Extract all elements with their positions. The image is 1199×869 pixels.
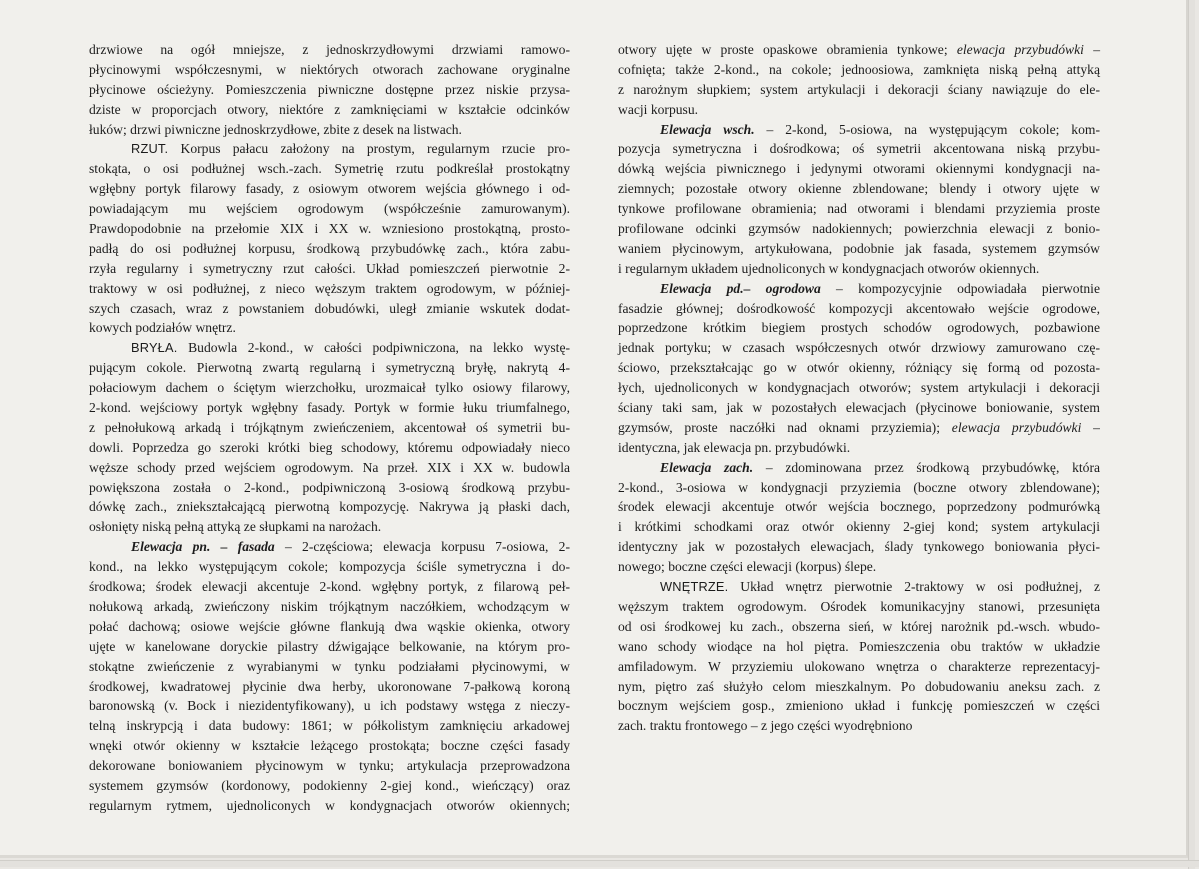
line-text: nołukową arkadą, zwieńczony niskim trójkątnym naczółkiem, wchodzącym w (89, 598, 570, 614)
line-text: nym, piętro zaś służyło celom mieszkalnym. Po dobudowaniu aneksu zach. z (618, 678, 1100, 694)
text-line (89, 239, 570, 259)
line-text: systemem gzymsów (kordonowy, podokienny 2-giej kond., wieńczący) oraz (89, 777, 570, 793)
text-line (618, 378, 1100, 398)
line-text: 2-kond. wejściowy portyk wgłębny fasady. Portyk w formie łuku triumfalnego, (89, 400, 570, 416)
text-line (89, 279, 570, 299)
line-text: identyczna, jak elewacja pn. przybudówki. (618, 439, 851, 455)
subsection-heading: Elewacja pn. – fasada (131, 539, 275, 555)
text-line (89, 100, 570, 120)
text-line (618, 239, 1100, 259)
text-line (89, 577, 570, 597)
text-line (618, 478, 1100, 498)
line-text: stokąta, o osi podłużnej wsch.-zach. Symetrię rzutu podkreślał prostokątny (89, 161, 570, 177)
line-text: węższe schody przed wejściem ogrodowym. Na przeł. XIX i XX w. budowla (89, 459, 570, 475)
section-heading: WNĘTRZE. (660, 579, 729, 595)
text-line (89, 478, 570, 498)
text-line (89, 299, 570, 319)
line-text: Układ wnętrz pierwotnie 2-traktowy w osi podłużnej, z (728, 579, 1100, 595)
text-line (618, 40, 1100, 60)
text-line (618, 438, 1100, 458)
line-text: wano schody wiodące na hol piętra. Pomieszczenia obu traktów w układzie (618, 638, 1100, 654)
text-line (618, 557, 1100, 577)
line-text: traktowy w osi podłużnej, z nieco węższym traktem ogrodowym, w później- (89, 280, 570, 296)
line-text: środek elewacji akcentuje otwór wejścia bocznego, poprzedzony podmurówką (618, 499, 1100, 515)
text-line (618, 80, 1100, 100)
line-text: zach. traktu frontowego – z jego części wyodrębniono (618, 718, 913, 734)
line-text: i regularnym układem ujednoliconych w kondygnacjach otworów okiennych. (618, 260, 1040, 276)
text-line (618, 418, 1100, 438)
text-line (89, 796, 570, 816)
text-line (618, 398, 1100, 418)
text-line (89, 677, 570, 697)
line-text: nowego; boczne części elewacji (korpus) ślepe. (618, 559, 877, 575)
italic-term: elewacja przybudówki (951, 419, 1082, 435)
line-text: waniem płycinowym, artykułowana, podobnie jak fasada, systemem gzymsów (618, 240, 1100, 256)
text-line (618, 120, 1100, 140)
text-line (89, 338, 570, 358)
line-text: pującym cokole. Pierwotną zwartą regularną i symetryczną bryłę, nakrytą 4- (89, 360, 570, 376)
line-text: kond., na lekko występującym cokole; kompozycja ściśle symetryczna i do- (89, 559, 570, 575)
line-text: telną inskrypcją i data budowy: 1861; w półkolistym zamknięciu arkadowej (89, 718, 570, 734)
subsection-heading: Elewacja wsch. (660, 121, 755, 137)
line-text: baronowską (v. Bock i niezidentyfikowany), u ich podstawy wstęga z nieczy- (89, 698, 570, 714)
text-line (89, 358, 570, 378)
line-text: od osi środkowej ku zach., obszerna sień, w której narożnik pd.-wsch. wbudo- (618, 618, 1100, 634)
text-line (89, 199, 570, 219)
line-text: otwory ujęte w proste opaskowe obramienia tynkowe; (618, 42, 957, 57)
line-text: bocznym wejściem gosp., zmieniono układ i funkcję pomieszczeń w części (618, 698, 1100, 714)
line-text: stokątne zwieńczenie z wyrabianymi w tynku podziałami płycinowymi, w (89, 658, 570, 674)
line-text: kowych podziałów wnętrz. (89, 320, 236, 336)
text-line (618, 219, 1100, 239)
text-line (89, 219, 570, 239)
line-text: płycinowymi współczesnymi, w niektórych otworach zachowane oryginalne (89, 61, 570, 77)
line-text: Prawdopodobnie na przełomie XIX i XX w. wzniesiono prostokątną, prosto- (89, 221, 570, 237)
line-text: płycinowe ościeżyny. Pomieszczenia piwniczne dostępne przez niskie przysa- (89, 81, 570, 97)
text-line (89, 120, 570, 140)
text-line (618, 617, 1100, 637)
text-line (618, 358, 1100, 378)
line-text: ściany taki sam, jak w pozostałych elewacjach (płycinowe boniowanie, system (618, 400, 1100, 416)
section-heading: RZUT. (131, 141, 169, 157)
text-line (89, 657, 570, 677)
text-line (89, 80, 570, 100)
text-line (89, 40, 570, 60)
text-line (618, 577, 1100, 597)
text-line (618, 139, 1100, 159)
line-text: gzymsów, proste naczółki nad oknami przyziemia); (618, 419, 952, 435)
text-line (89, 597, 570, 617)
text-line (618, 279, 1100, 299)
line-text: powiadającym mu wejściem ogrodowym (współcześnie zamurowanym). (89, 201, 570, 217)
text-line (89, 60, 570, 80)
line-text: dówką wejścia piwnicznego i jedynymi otworami okiennymi kondygnacji na- (618, 161, 1100, 177)
text-line (618, 637, 1100, 657)
line-text: ściowo, przekształcając go w otwór okienny, różniący się formą od pozosta- (618, 360, 1100, 376)
text-line (618, 259, 1100, 279)
text-line (618, 60, 1100, 80)
line-text: środkowej, kwadratowej płycinie dwa herby, ukoronowane 7-pałkową koroną (89, 678, 570, 694)
line-text: padłą do osi podłużnej korpusu, środkową przybudówkę zach., która zabu- (89, 240, 570, 256)
line-text: rzyła regularny i symetryczny rzut całości. Układ pomieszczeń pierwotnie 2- (89, 260, 570, 276)
left-text-column (89, 40, 570, 816)
text-line (89, 776, 570, 796)
line-text: wnęki otwór okienny w kształcie leżącego prostokąta; boczne części fasady (89, 738, 570, 754)
text-line (618, 100, 1100, 120)
text-line (89, 537, 570, 557)
text-line (89, 617, 570, 637)
line-text: szych czasach, wraz z powstaniem dobudówki, uległ zmianie wskutek dodat- (89, 300, 570, 316)
line-text: fasadzie głównej; dośrodkowość kompozycji akcentowało wejście ogrodowe, (618, 300, 1100, 316)
text-line (89, 736, 570, 756)
text-line (89, 438, 570, 458)
line-text: z pełnołukową arkadą i trójkątnym zwieńczeniem, akcentował oś symetrii bu- (89, 419, 570, 435)
line-text: połać dachową; osiowe wejście główne flankują dwa wąskie okienka, otwory (89, 618, 570, 634)
text-line (89, 398, 570, 418)
line-tail: – (1083, 42, 1100, 57)
text-line (618, 696, 1100, 716)
text-line (618, 179, 1100, 199)
line-text: środkowa; środek elewacji akcentuje 2-kond. wgłębny portyk, z filarową peł- (89, 579, 570, 595)
subsection-heading: Elewacja zach. (660, 459, 754, 475)
page-edge-bottom (0, 860, 1199, 867)
text-line (89, 418, 570, 438)
text-line (89, 517, 570, 537)
text-line (618, 677, 1100, 697)
text-line (89, 756, 570, 776)
line-text: drzwiowe na ogół mniejsze, z jednoskrzydłowymi drzwiami ramowo- (89, 42, 570, 57)
right-text-column (618, 40, 1100, 736)
line-text: ziemnych; pozostałe otwory okienne zblendowane; blendy i otwory ujęte w (618, 181, 1100, 197)
section-heading: BRYŁA. (131, 340, 178, 356)
line-text: i krótkimi schodkami oraz otwór okienny 2-giej kond; system artykulacji (618, 519, 1100, 535)
line-text: – 2-częściowa; elewacja korpusu 7-osiowa, 2- (274, 539, 570, 555)
text-line (618, 597, 1100, 617)
text-line (618, 199, 1100, 219)
line-text: ujęte w kanelowane doryckie pilastry dźwigające belkowanie, na którym pro- (89, 638, 570, 654)
line-text: – 2-kond, 5-osiowa, na występującym cokole; kom- (754, 121, 1100, 137)
text-line (618, 517, 1100, 537)
line-text: pozycja symetryczna i dośrodkowa; oś symetrii akcentowana niską przybu- (618, 141, 1100, 157)
line-text: dówkę zach., zniekształcającą pierwotną kompozycję. Nakrywa ją płaski dach, (89, 499, 570, 515)
line-text: Budowla 2-kond., w całości podpiwniczona, na lekko wystę- (177, 340, 570, 356)
subsection-heading: Elewacja pd.– ogrodowa (660, 280, 821, 296)
line-text: dziste w proporcjach otwory, niektóre z zamknięciami w kształcie odcinków (89, 101, 570, 117)
page-edge-right (1188, 0, 1195, 869)
line-text: – kompozycyjnie odpowiadała pierwotnie (820, 280, 1100, 296)
text-line (618, 458, 1100, 478)
line-text: łuków; drzwi piwniczne jednoskrzydłowe, zbite z desek na listwach. (89, 121, 462, 137)
line-text: poprzedzone krótkim biegiem prostych schodów ogrodowych, pozbawione (618, 320, 1100, 336)
line-text: wgłębny portyk filarowy fasady, z osiowym otworem wejścia głównego i od- (89, 181, 570, 197)
line-text: wacji korpusu. (618, 101, 699, 117)
text-line (618, 537, 1100, 557)
line-text: cofnięta; także 2-kond., na cokole; jednoosiowa, zamknięta niską pełną attyką (618, 61, 1100, 77)
line-text: połaciowym dachem o ściętym wierzchołku, urozmaicał tylko osiowy filarowy, (89, 380, 570, 396)
text-line (618, 716, 1100, 736)
text-line (89, 497, 570, 517)
line-text: osłonięty niską pełną attyką ze słupkami na narożach. (89, 519, 382, 535)
line-text: – zdominowana przez środkową przybudówkę, która (753, 459, 1100, 475)
text-line (618, 657, 1100, 677)
text-line (89, 318, 570, 338)
line-tail: – (1081, 419, 1100, 435)
text-line (89, 378, 570, 398)
text-line (89, 716, 570, 736)
text-line (89, 259, 570, 279)
line-text: z narożnym słupkiem; system artykulacji i dekoracji ściany nawiązuje do ele- (618, 81, 1100, 97)
line-text: profilowane odcinki gzymsów nadokiennych; powierzchnia elewacji z bonio- (618, 221, 1100, 237)
text-line (89, 159, 570, 179)
text-line (89, 179, 570, 199)
text-line (618, 299, 1100, 319)
text-line (618, 159, 1100, 179)
line-text: Korpus pałacu założony na prostym, regularnym rzucie pro- (168, 141, 570, 157)
line-text: węższym traktem ogrodowym. Ośrodek komunikacyjny stanowi, przesunięta (618, 598, 1100, 614)
line-text: 2-kond., 3-osiowa w kondygnacji przyziemia (boczne otwory zblendowane); (618, 479, 1100, 495)
line-text: amfiladowym. W przyziemiu ulokowano wnętrza o charakterze reprezentacyj- (618, 658, 1100, 674)
line-text: regularnym rytmem, ujednoliconych w kondygnacjach otworów okiennych; (89, 797, 570, 813)
text-line (89, 637, 570, 657)
text-line (618, 318, 1100, 338)
text-line (618, 338, 1100, 358)
line-text: jednak portyku; w czasach współczesnych otwór drzwiowy zamurowano czę- (618, 340, 1100, 356)
text-line (89, 696, 570, 716)
italic-term: elewacja przybudówki (956, 42, 1084, 57)
line-text: tynkowe profilowane obramienia; nad otworami i blendami przyziemia proste (618, 201, 1100, 217)
text-line (89, 557, 570, 577)
text-line (89, 458, 570, 478)
text-line (618, 497, 1100, 517)
line-text: dekorowane boniowaniem płycinowym w tynku; artykulacja przeprowadzona (89, 758, 570, 774)
line-text: identyczny jak w pozostałych elewacjach, ślady tynkowego boniowania płyci- (618, 539, 1100, 555)
line-text: dowli. Poprzedza go szeroki krótki bieg schodowy, któremu odpowiadały nieco (89, 439, 570, 455)
text-line (89, 139, 570, 159)
line-text: łych, ujednoliconych w kondygnacjach otworów; system artykulacji i dekoracji (618, 380, 1100, 396)
line-text: powiększona została o 2-kond., podpiwniczoną 3-osiową środkową przybu- (89, 479, 570, 495)
